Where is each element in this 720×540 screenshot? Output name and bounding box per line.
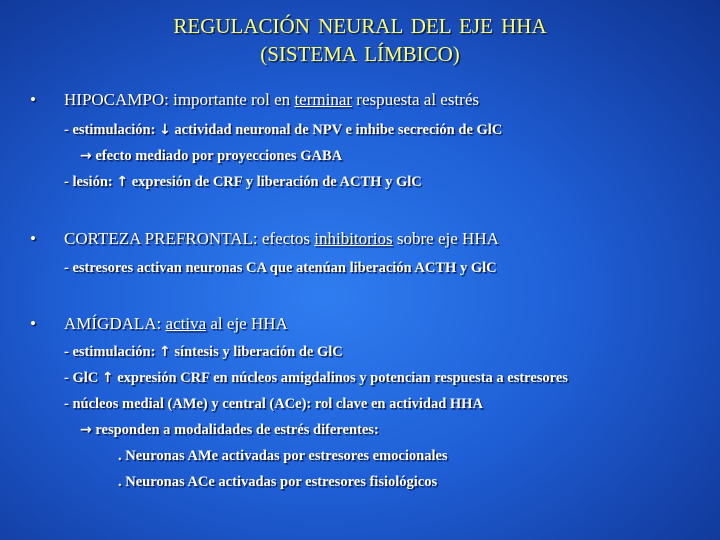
amigdala-heading-post: al eje HHA: [206, 314, 288, 333]
right-arrow-icon: →: [80, 422, 92, 438]
bullet-dot: •: [30, 90, 36, 109]
slide-title: [0, 12, 720, 68]
corteza-heading-pre: CORTEZA PREFRONTAL: efectos: [64, 229, 315, 248]
title-line-1: REGULACIÓN NEURAL DEL EJE HHA: [173, 14, 547, 38]
hipocampo-line-1-post: actividad neuronal de NPV e inhibe secreción de GlC: [170, 122, 503, 138]
right-arrow-icon: →: [80, 148, 92, 164]
amigdala-heading-pre: AMÍGDALA:: [64, 314, 166, 333]
hipocampo-line-3-pre: - lesión:: [64, 174, 117, 190]
up-arrow-icon: ↑: [116, 174, 129, 190]
amigdala-line-2-pre: - GlC: [64, 370, 102, 386]
hipocampo-line-3: [64, 174, 422, 191]
amigdala-line-6: . Neuronas ACe activadas por estresores fisiológicos: [118, 474, 438, 490]
amigdala-line-2: [64, 370, 568, 387]
title-line-2: (SISTEMA LÍMBICO): [260, 42, 460, 66]
hipocampo-line-2-text: efecto mediado por proyecciones GABA: [91, 148, 343, 164]
amigdala-line-5: . Neuronas AMe activadas por estresores emocionales: [118, 448, 448, 464]
amigdala-line-1-pre: - estimulación:: [64, 344, 160, 360]
bullet-corteza: [30, 229, 499, 249]
corteza-line-1: - estresores activan neuronas CA que atenúan liberación ACTH y GlC: [64, 260, 497, 276]
bullet-dot: •: [30, 314, 36, 333]
amigdala-line-1: [64, 344, 343, 361]
amigdala-line-4: [80, 422, 379, 439]
hipocampo-line-3-post: expresión de CRF y liberación de ACTH y GlC: [128, 174, 422, 190]
up-arrow-icon: ↑: [159, 344, 171, 360]
hipocampo-heading-pre: HIPOCAMPO: importante rol en: [64, 90, 295, 109]
hipocampo-line-1: [64, 122, 502, 139]
hipocampo-heading-post: respuesta al estrés: [352, 90, 480, 109]
amigdala-heading-underlined: activa: [165, 314, 207, 333]
bullet-amigdala: [30, 314, 288, 334]
down-arrow-icon: ↓: [159, 122, 171, 138]
amigdala-line-2-post: expresión CRF en núcleos amigdalinos y potencian respuesta a estresores: [113, 370, 568, 386]
corteza-heading-underlined: inhibitorios: [314, 229, 393, 248]
up-arrow-icon: ↑: [101, 370, 114, 386]
hipocampo-heading-underlined: terminar: [294, 90, 353, 109]
bullet-hipocampo: [30, 90, 479, 110]
corteza-heading-post: sobre eje HHA: [392, 229, 499, 248]
amigdala-line-3: - núcleos medial (AMe) y central (ACe): rol clave en actividad HHA: [64, 396, 483, 412]
hipocampo-line-2: [80, 148, 342, 165]
amigdala-line-4-text: responden a modalidades de estrés diferentes:: [91, 422, 379, 438]
hipocampo-line-1-pre: - estimulación:: [64, 122, 160, 138]
amigdala-line-1-post: síntesis y liberación de GlC: [170, 344, 343, 360]
bullet-dot: •: [30, 229, 36, 248]
